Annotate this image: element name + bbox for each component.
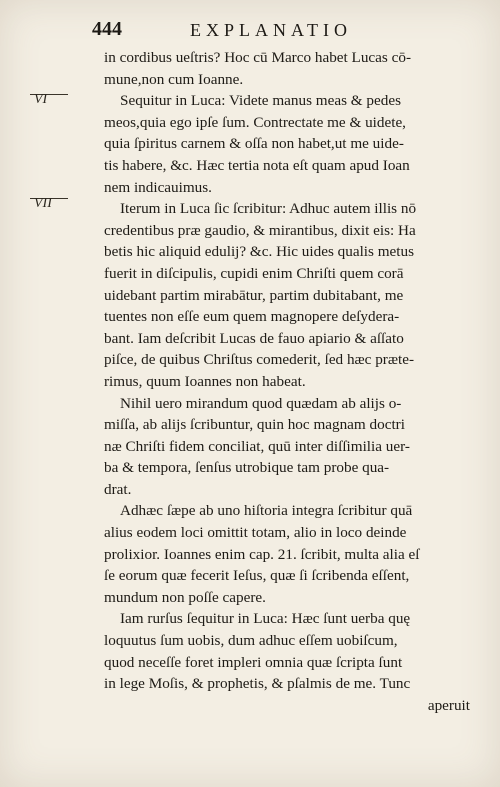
- text-line: bant. Iam deſcribit Lucas de fauo apiario & aſſato: [104, 329, 404, 347]
- text-line: ſe eorum quæ fecerit Ieſus, quæ ſi ſcribenda eſſent,: [104, 567, 410, 585]
- text-line: Sequitur in Luca: Videte manus meas & pedes: [120, 92, 401, 110]
- text-line: mune,non cum Ioanne.: [104, 70, 244, 88]
- margin-note-vi: VI: [34, 92, 48, 107]
- text-line: mundum non poſſe capere.: [104, 588, 266, 606]
- text-line: quod neceſſe foret impleri omnia quæ ſcripta ſunt: [104, 653, 403, 671]
- text-line: uidebant partim mirabātur, partim dubitabant, me: [104, 286, 404, 304]
- text-line: prolixior. Ioannes enim cap. 21. ſcribit, multa alia eſ: [104, 545, 420, 563]
- text-line: ba & tempora, ſenſus utrobique tam probe qua-: [104, 459, 390, 477]
- text-line: quia ſpiritus carnem & oſſa non habet,ut me uide-: [104, 135, 404, 153]
- text-line: betis hic aliquid edulij? &c. Hic uides qualis metus: [104, 243, 415, 261]
- margin-note-vii: VII: [34, 196, 52, 211]
- text-line: piſce, de quibus Chriſtus comederit, ſed hæc præte-: [104, 351, 415, 369]
- text-line: tuentes non eſſe eum quem magnopere deſydera-: [104, 308, 400, 326]
- text-line: rimus, quum Ioannes non habeat.: [104, 372, 306, 390]
- page-number: 444: [92, 18, 122, 40]
- text-line: Iterum in Luca ſic ſcribitur: Adhuc autem illis nō: [120, 200, 417, 218]
- text-line: Nihil uero mirandum quod quædam ab alijs o-: [120, 394, 402, 412]
- catchword: aperuit: [427, 696, 470, 714]
- text-line: loquutus ſum uobis, dum adhuc eſſem uobiſcum,: [104, 632, 398, 650]
- running-head: EXPLANATIO: [190, 20, 352, 40]
- text-line: tis habere, &c. Hæc tertia nota eſt quam apud Ioan: [104, 156, 410, 174]
- text-line: miſſa, ab alijs ſcribuntur, quin hoc magnam doctri: [104, 416, 405, 434]
- text-line: in lege Moſis, & prophetis, & pſalmis de me. Tunc: [104, 675, 411, 693]
- text-line: credentibus præ gaudio, & mirantibus, dixit eis: Ha: [104, 221, 416, 239]
- text-line: meos,quia ego ipſe ſum. Contrectate me & uidete,: [104, 113, 406, 131]
- text-line: alius eodem loci omittit totam, alio in loco deinde: [104, 524, 407, 542]
- text-line: Iam rurſus ſequitur in Luca: Hæc ſunt uerba quę: [120, 610, 411, 628]
- text-line: Adhæc ſæpe ab uno hiſtoria integra ſcribitur quā: [120, 502, 413, 520]
- body-text: [104, 47, 470, 716]
- text-line: in cordibus ueſtris? Hoc cū Marco habet Lucas cō-: [104, 49, 412, 66]
- page-header: [92, 18, 460, 44]
- text-line: nem indicauimus.: [104, 178, 212, 196]
- text-line: drat.: [104, 480, 132, 498]
- text-line: fuerit in diſcipulis, cupidi enim Chriſti quem corā: [104, 264, 404, 282]
- text-line: næ Chriſti fidem conciliat, quū inter diſſimilia uer-: [104, 437, 410, 455]
